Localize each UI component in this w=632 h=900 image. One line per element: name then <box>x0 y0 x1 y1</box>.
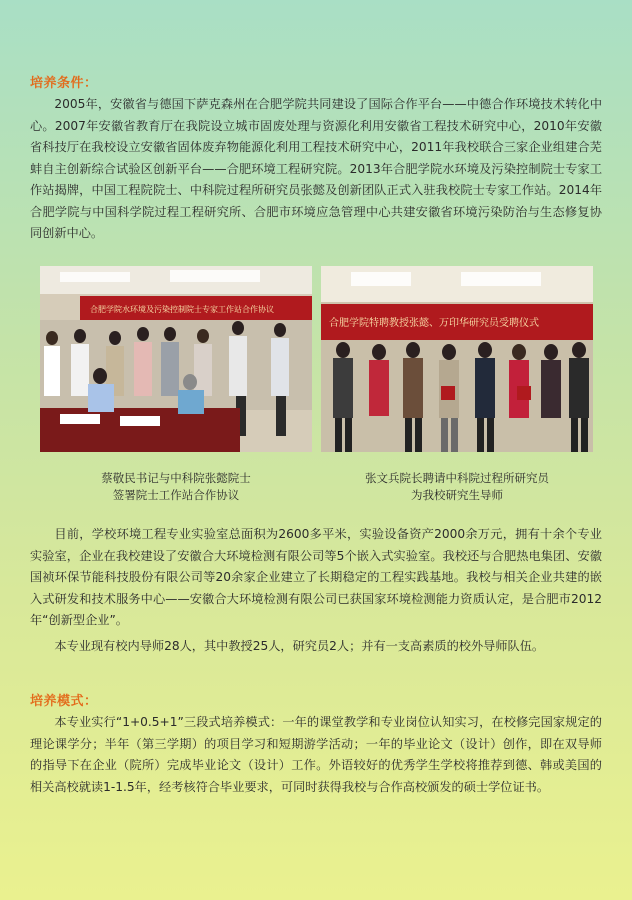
right-caption-line1: 张文兵院长聘请中科院过程所研究员 <box>365 471 549 485</box>
training-mode-paragraph: 本专业实行“1+0.5+1”三段式培养模式：一年的课堂教学和专业岗位认知实习，在校修完国家规定的理论课学分；半年（第三学期）的项目学习和短期游学活动；一年的毕业论文（设计）创作，即在双导师的指导下在企业（院所）完成毕业论文（设计）工作。外语较好的优秀学生学校将推荐到德、韩或美国的相关高校就读1-1.5年，经考核符合毕业要求，可同时获得我校与合作高校颁发的硕士学位证书。 <box>30 715 602 794</box>
signing-ceremony-caption <box>40 470 312 504</box>
left-caption-line1: 蔡敬民书记与中科院张懿院士 <box>101 471 251 485</box>
left-banner-text: 合肥学院水环境及污染控制院士专家工作站合作协议 <box>90 305 274 314</box>
training-conditions-paragraph: 2005年，安徽省与德国下萨克森州在合肥学院共同建设了国际合作平台——中德合作环境技术转化中心。2007年安徽省教育厅在我院设立城市固废处理与资源化利用安徽省工程技术研究中心，2010年安徽省科技厅在我校设立安徽省固体废弃物能源化利用工程技术研究中心，2011年我校联合三家企业组建合芜蚌自主创新综合试验区创新平台——合肥环境工程研究院。2013年合肥学院水环境及污染控制院士专家工作站揭牌，中国工程院院士、中科院过程所研究员张懿及创新团队正式入驻我校院士专家工作站。2014年合肥学院与中国科学院过程工程研究所、合肥市环境应急管理中心共建安徽省环境污染防治与生态修复协同创新中心。 <box>30 97 602 240</box>
signing-ceremony-photo <box>40 266 312 452</box>
facilities-paragraph: 目前，学校环境工程专业实验室总面积为2600多平米，实验设备资产2000余万元，拥有十余个专业实验室，企业在我校建设了安徽合大环境检测有限公司等5个嵌入式实验室。我校还与合肥热电集团、安徽国祯环保节能科技股份有限公司等20余家企业建立了长期稳定的工程实践基地。我校与相关企业共建的嵌入式研发和技术服务中心——安徽合大环境检测有限公司已获国家环境检测能力资质认定，是合肥市2012年“创新型企业”。 <box>30 527 602 627</box>
appointment-ceremony-photo <box>321 266 593 452</box>
training-conditions-heading: 培养条件： <box>30 76 98 91</box>
left-caption-line2: 签署院士工作站合作协议 <box>112 488 240 502</box>
appointment-ceremony-caption <box>321 470 593 504</box>
right-banner-text: 合肥学院特聘教授张懿、万印华研究员受聘仪式 <box>329 318 539 329</box>
training-mode-heading: 培养模式： <box>30 694 98 709</box>
faculty-paragraph: 本专业现有校内导师28人，其中教授25人，研究员2人；并有一支高素质的校外导师队伍。 <box>54 639 545 653</box>
right-caption-line2: 为我校研究生导师 <box>411 488 503 502</box>
